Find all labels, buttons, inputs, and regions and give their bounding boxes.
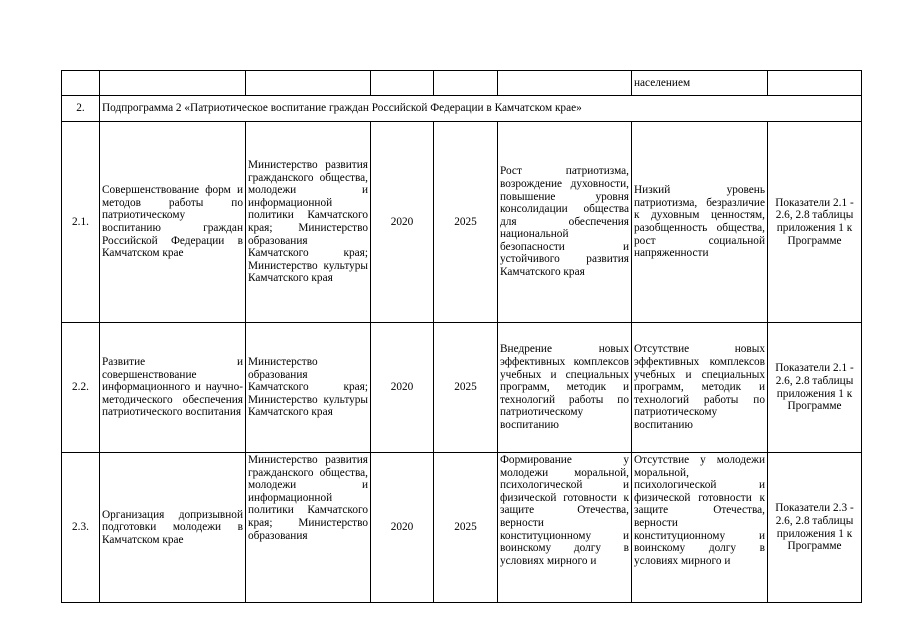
section-number: 2. — [62, 96, 100, 122]
table-row — [62, 71, 862, 96]
cell-activity-name: Развитие и совершенствование информационного и научно-методического обеспечения патриотического воспитания — [100, 323, 246, 453]
cell-end-year: 2025 — [434, 453, 498, 603]
cell-start-year: 2020 — [371, 122, 434, 323]
executor-text: Министерство развития гражданского общества, молодежи и информационной политики Камчатского края; Министерство образования — [248, 454, 368, 542]
cell-expected-result — [498, 453, 632, 603]
cell-empty — [62, 71, 100, 96]
cell-expected-result: Внедрение новых эффективных комплексов учебных и специальных программ, методик и технологий работы по патриотическому воспитанию — [498, 323, 632, 453]
cell-end-year: 2025 — [434, 122, 498, 323]
cell-empty — [768, 71, 862, 96]
cell-number: 2.2. — [62, 323, 100, 453]
cell-empty — [371, 71, 434, 96]
cell-empty — [246, 71, 371, 96]
cell-start-year: 2020 — [371, 453, 434, 603]
cell-executor: Министерство развития гражданского общества, молодежи и информационной политики Камчатского края; Министерство образования Камчатского края; Министерство культуры Камчатского края — [246, 122, 371, 323]
cell-indicators: Показатели 2.1 - 2.6, 2.8 таблицы приложения 1 к Программе — [768, 122, 862, 323]
cell-executor: Министерство образования Камчатского края; Министерство культуры Камчатского края — [246, 323, 371, 453]
cell-indicators: Показатели 2.3 - 2.6, 2.8 таблицы приложения 1 к Программе — [768, 453, 862, 603]
table-row — [62, 323, 862, 453]
cell-number: 2.3. — [62, 453, 100, 603]
cell-indicators: Показатели 2.1 - 2.6, 2.8 таблицы приложения 1 к Программе — [768, 323, 862, 453]
cell-consequence: населением — [632, 71, 768, 96]
cell-consequence: Отсутствие новых эффективных комплексов учебных и специальных программ, методик и технологий работы по патриотическому воспитанию — [632, 323, 768, 453]
cell-consequence — [632, 453, 768, 603]
cell-number: 2.1. — [62, 122, 100, 323]
cell-start-year: 2020 — [371, 323, 434, 453]
cell-executor — [246, 453, 371, 603]
section-title: Подпрограмма 2 «Патриотическое воспитание граждан Российской Федерации в Камчатском крае» — [100, 96, 862, 122]
cell-expected-result: Рост патриотизма, возрождение духовности, повышение уровня консолидации общества для обеспечения национальной безопасности и устойчивого развития Камчатского края — [498, 122, 632, 323]
cell-activity-name: Организация допризывной подготовки молодежи в Камчатском крае — [100, 453, 246, 603]
cell-end-year: 2025 — [434, 323, 498, 453]
table-row — [62, 453, 862, 603]
cell-consequence: Низкий уровень патриотизма, безразличие к духовным ценностям, разобщенность общества, рост социальной напряженности — [632, 122, 768, 323]
consequence-text: Отсутствие у молодежи моральной, психологической и физической готовности к защите Отечества, верности конституционному и воинскому долгу в условиях мирного и — [634, 454, 765, 567]
program-activities-table — [61, 70, 862, 603]
table-row — [62, 122, 862, 323]
cell-activity-name: Совершенствование форм и методов работы по патриотическому воспитанию граждан Российской Федерации в Камчатском крае — [100, 122, 246, 323]
cell-empty — [100, 71, 246, 96]
section-row — [62, 96, 862, 122]
cell-empty — [498, 71, 632, 96]
cell-empty — [434, 71, 498, 96]
result-text: Формирование у молодежи моральной, психологической и физической готовности к защите Отечества, верности конституционному и воинскому долгу в условиях мирного и — [500, 454, 629, 567]
